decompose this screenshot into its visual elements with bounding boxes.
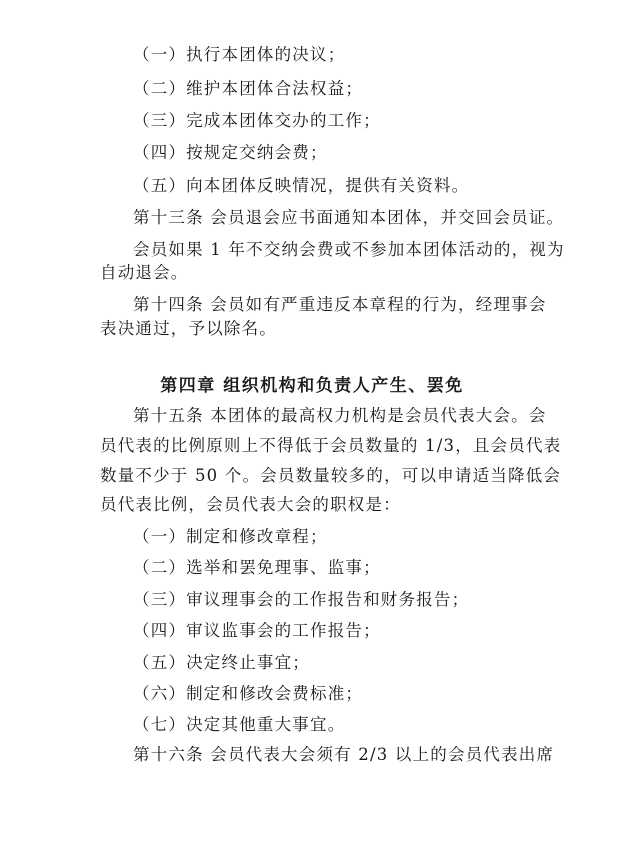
power-item-7: （七）决定其他重大事宜。 [133,715,346,734]
duty-item-2: （二）维护本团体合法权益； [133,79,364,98]
duty-item-1: （一）执行本团体的决议； [133,45,346,64]
paragraph-line: 员代表比例，会员代表大会的职权是： [100,495,401,514]
chapter-heading: 第四章 组织机构和负责人产生、罢免 [160,376,464,396]
power-item-6: （六）制定和修改会费标准； [133,684,364,703]
article-15: 第十五条 本团体的最高权力机构是会员代表大会。会 [133,406,547,425]
paragraph-line: 数量不少于 50 个。会员数量较多的，可以申请适当降低会 [100,466,562,485]
article-13: 第十三条 会员退会应书面通知本团体，并交回会员证。 [133,208,565,227]
power-item-3: （三）审议理事会的工作报告和财务报告； [133,590,470,609]
duty-item-3: （三）完成本团体交办的工作； [133,111,381,130]
duty-item-5: （五）向本团体反映情况，提供有关资料。 [133,176,470,195]
paragraph-line: 会员如果 1 年不交纳会费或不参加本团体活动的，视为 [133,240,565,259]
power-item-4: （四）审议监事会的工作报告； [133,621,381,640]
power-item-5: （五）决定终止事宜； [133,653,310,672]
paragraph-line: 自动退会。 [100,263,189,282]
paragraph-line: 表决通过，予以除名。 [100,319,277,338]
article-16: 第十六条 会员代表大会须有 2/3 以上的会员代表出席 [133,745,555,764]
article-14: 第十四条 会员如有严重违反本章程的行为，经理事会 [133,295,547,314]
power-item-1: （一）制定和修改章程； [133,527,328,546]
duty-item-4: （四）按规定交纳会费； [133,143,328,162]
paragraph-line: 员代表的比例原则上不得低于会员数量的 1/3，且会员代表 [100,436,562,455]
power-item-2: （二）选举和罢免理事、监事； [133,558,381,577]
